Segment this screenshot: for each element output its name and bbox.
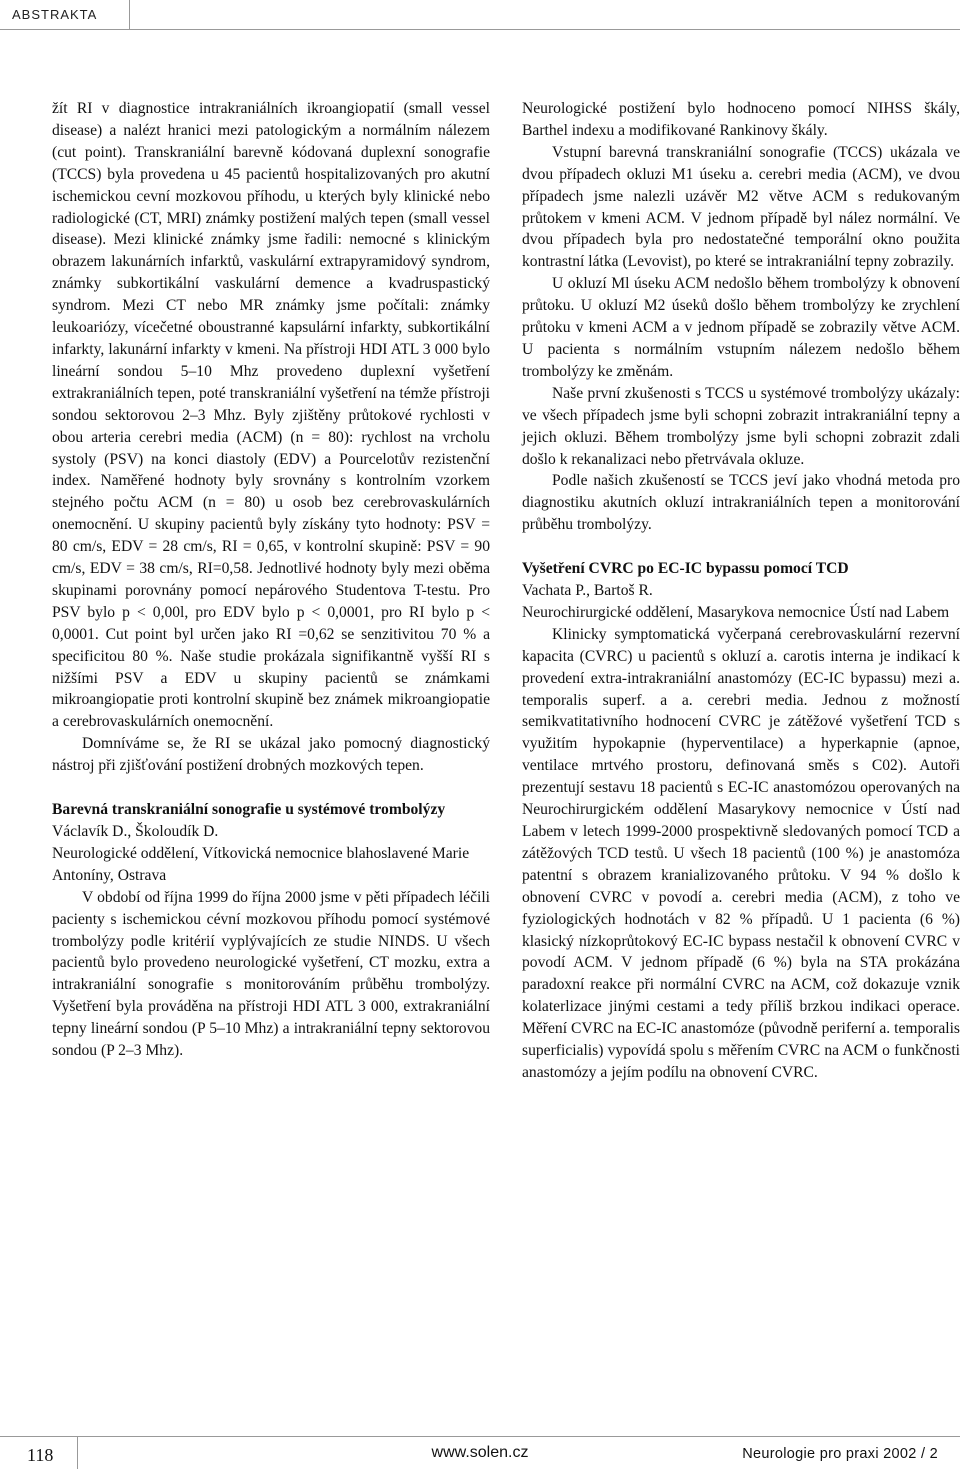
abstract-title-tccs: Barevná transkraniální sonografie u systémové trombolýzy: [52, 801, 446, 819]
footer-rule: [0, 1436, 960, 1437]
right-paragraph-6: Klinicky symptomatická vyčerpaná cerebrovaskulární rezervní kapacita (CVRC) u pacientů s okluzí a. carotis interna je indikací k provedení extra-intrakraniální anastomózy (EC-IC bypassu) mezi a. temporalis superf. a a. cerebri media. Jednou z možností semikvatitativního hodnocení CVRC je zátěžové vyšetření TCD s využitím hypokapnie (hyperventilace) a hyperkapnie (apnoe, ventilace mrtvého prostoru, definovaná směs s C02). Autoři prezentují sestavu 18 pacientů s EC-IC anastomózou operovaných na Neurochirurgickém oddělení Masarykovy nemocnice v Ústí nad Labem v letech 1999-2000 prospektivně sledovaných pomocí TCD a zátěžových TCD testů. U všech 18 pacientů (100 %) je anastomóza patentní s obrazem kranializovaného průtoku. V 94 % došlo k obnovení CVRC v povodí a. cerebri media (ACM), z toho ve fyziologických hodnotách v 82 % případů. U 1 pacienta (6 %) klasický nízkoprůtokový EC-IC bypass nestačil k obnovení CVRC v povodí ACM. V jednom případě (6 %) byla na STA prokázána paradoxní reakce při normální CVRC na ACM, což dokazuje vznik kolaterlizace jinými cestami a tedy příliš brzkou indikaci operace. Měření CVRC na EC-IC anastomóze (původně periferní a. temporalis superficialis) vypovídá spolu s měřením CVRC na ACM o funkčnosti anastomózy a jejím podílu na obnovení CVRC.: [522, 625, 960, 1081]
right-column: [522, 98, 960, 1084]
abstract-affiliation-tccs: Neurologické oddělení, Vítkovická nemocnice blahoslavené Marie Antoníny, Ostrava: [52, 844, 470, 884]
abstract-title-cvrc: Vyšetření CVRC po EC-IC bypassu pomocí TCD: [522, 560, 849, 578]
right-paragraph-4: Naše první zkušenosti s TCCS u systémové trombolýzy ukázaly: ve všech případech jsme byli schopni zobrazit intrakraniální tepny a jejich okluzi. Během trombolýzy jsme byli schopni zobrazit zdali došlo k rekanalizaci nebo přetrvávala okluze.: [522, 384, 960, 468]
section-header: ABSTRAKTA: [0, 0, 130, 30]
left-paragraph-2: Domníváme se, že RI se ukázal jako pomocný diagnostický nástroj při zjišťování postižení drobných mozkových tepen.: [52, 735, 490, 775]
header-rule: [130, 29, 960, 30]
right-paragraph-5: Podle našich zkušeností se TCCS jeví jako vhodná metoda pro diagnostiku akutních okluzí intrakraniálních tepen a monitorování průběhu trombolýzy.: [522, 472, 960, 534]
left-paragraph-3: V období od října 1999 do října 2000 jsme v pěti případech léčili pacienty s ischemickou cévní mozkovou příhodu pomocí systémové trombolýzy podle kritérií vyplývajících ze studie NINDS. U všech pacientů bylo provedeno neurologické vyšetření, CT mozku, extra a intrakraniální sonografie s monitorováním průběhu trombolýzy. Vyšetření byla prováděna na přístroji HDI ATL 3 000, extrakraniální tepny lineární sondou (P 5–10 Mhz) a intrakraniální tepny sektorovou sondou (P 2–3 Mhz).: [52, 888, 490, 1060]
left-paragraph-1: žít RI v diagnostice intrakraniálních ikroangiopatií (small vessel disease) a nalézt hranici mezi patologickým a normálním nálezem (cut point). Transkraniální barevně kódovaná duplexní sonografie (TCCS) byla provedena u 45 pacientů hospitalizovaných pro akutní ischemickou cevní mozkovou příhodu, u kterých byly klinické nebo radiologické (CT, MRI) známky postižení malých tepen (small vessel disease). Mezi klinické známky jsme řadili: nemocné s klinickým obrazem lakunárních infarktů, vaskulární extrapyramidový syndrom, známky subkortikální vaskulární demence a kvadruspastický syndrom. Mezi CT nebo MR známky jsme počítali: známky leukoariózy, vícečetné oboustranné kapsulární infarkty, subkortikální infarkty, lakunární infarkty v kmeni. Na přístroji HDI ATL 3 000 bylo lineární sondou 5–10 Mhz provedeno duplexní vyšetření extrakraniálních tepen, poté transkraniální vyšetření na témže přístroji sondou sektorovou 2–3 Mhz. Byly zjištěny průtokové rychlosti v obou arteria cerebri media (ACM) (n = 80): rychlost na vrcholu systoly (PSV) na konci diastoly (EDV) a Pourcelotův rezistenční index. Naměřené hodnoty byly srovnány s kontrolním vzorkem stejného počtu ACM (n = 80) u osob bez cerebrovaskulárních onemocnění. U skupiny pacientů byly získány tyto hodnoty: PSV = 80 cm/s, EDV = 28 cm/s, RI = 0,65, v kontrolní skupině: PSV = 90 cm/s, EDV = 38 cm/s, RI=0,58. Jednotlivé hodnoty byly mezi oběma skupinami porovnány pomocí nepárového Studentova T-testu. Pro PSV bylo p < 0,00l, pro EDV bylo p < 0,0001, pro RI bylo p < 0,0001. Cut point byl určen jako RI =0,62 se senzitivitou 70 % a specificitou 80 %. Naše studie prokázala signifikantně vyšší RI s nižšími PSV a EDV u skupiny pacientů se známkami mikroangiopatie proti kontrolní skupině bez známek mikroangiopatie a cerebrovaskulárních onemocnění.: [52, 100, 490, 731]
left-column: [52, 98, 490, 1062]
right-paragraph-3: U okluzí Ml úseku ACM nedošlo během trombolýzy k obnovení průtoku. U okluzí M2 úseků došlo během trombolýzy ke zrychlení průtoku v kmeni ACM a v jednom případě se zobrazily větve ACM. U pacienta s normálním vstupním nálezem nedošlo během trombolýzy ke změnám.: [522, 275, 960, 380]
page-number: 118: [27, 1445, 54, 1465]
abstract-authors-cvrc: Vachata P., Bartoš R.: [522, 582, 653, 600]
footer-journal: Neurologie pro praxi 2002 / 2: [742, 1446, 938, 1462]
footer-website: www.solen.cz: [431, 1444, 529, 1461]
abstract-affiliation-cvrc: Neurochirurgické oddělení, Masarykova nemocnice Ústí nad Labem: [522, 603, 950, 621]
right-paragraph-1: Neurologické postižení bylo hodnoceno pomocí NIHSS škály, Barthel indexu a modifikované Rankinovy škály.: [522, 100, 960, 139]
right-paragraph-2: Vstupní barevná transkraniální sonografie (TCCS) ukázala ve dvou případech okluzi M1 úseku a. cerebri media (ACM), ve dvou případech jsme nalezli uzávěr M2 větve ACM s redukovaným průtokem v kmeni ACM. V jednom případě byl nález normální. Ve dvou případech byla pro nedostatečné temporální okno použita kontrastní látka (Levovist), po které se intrakraniální tepny zobrazily.: [522, 143, 960, 271]
abstract-authors-tccs: Václavík D., Školoudík D.: [52, 823, 219, 840]
